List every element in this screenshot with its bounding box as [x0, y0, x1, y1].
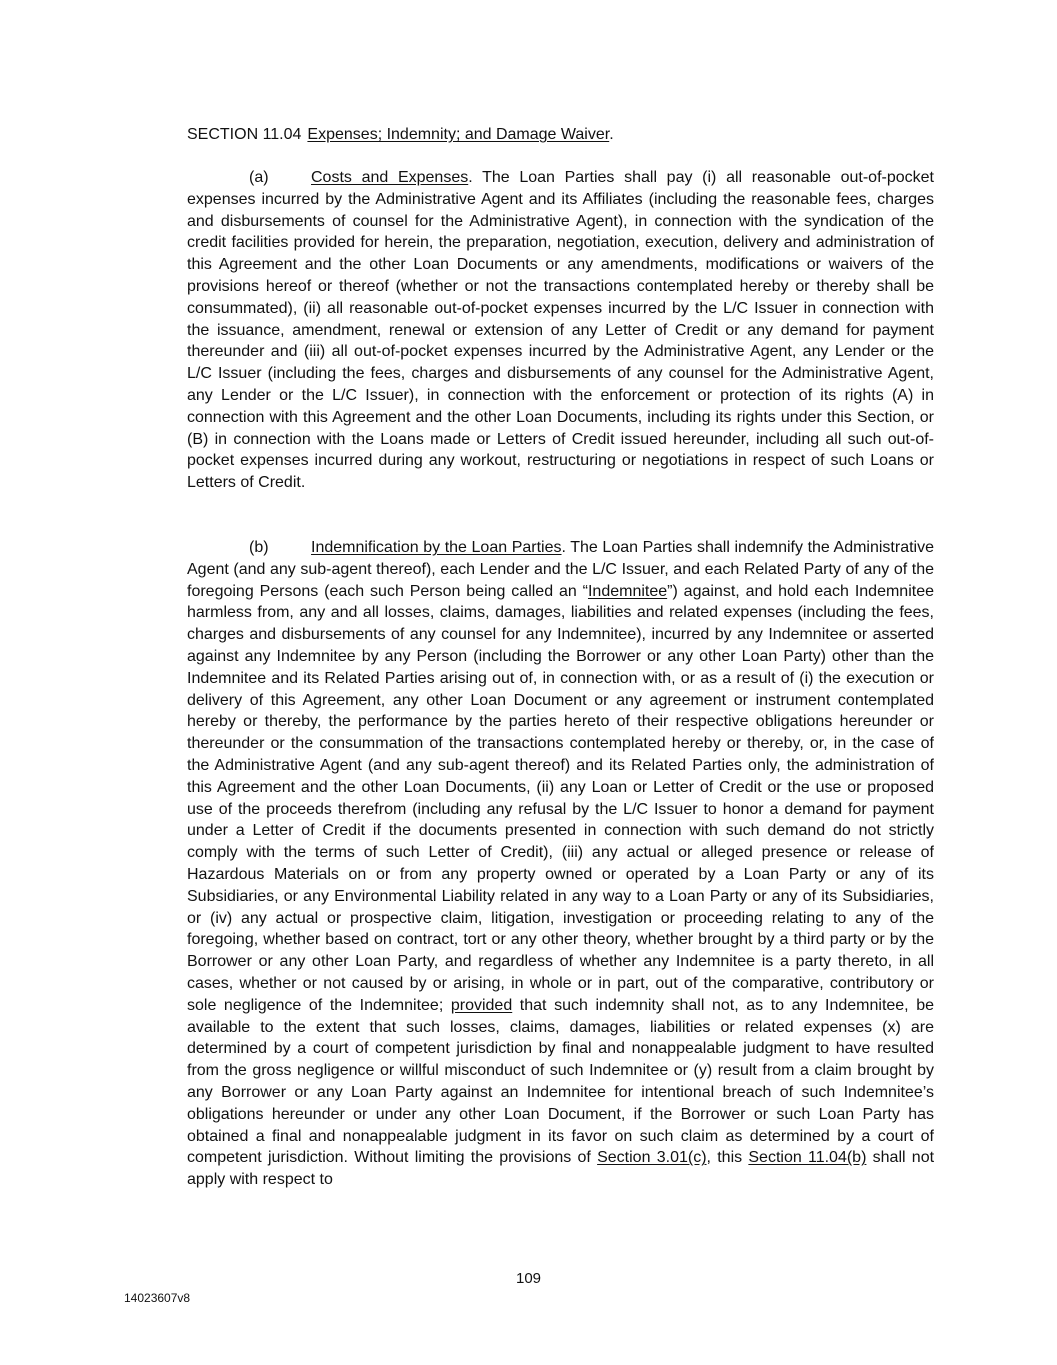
section-title: Expenses; Indemnity; and Damage Waiver	[307, 126, 610, 143]
section-title-period: .	[609, 126, 614, 143]
section-heading	[187, 124, 614, 146]
paragraph-caption: Indemnification by the Loan Parties	[311, 539, 562, 556]
section-reference-3-01-c: Section 3.01(c)	[597, 1149, 707, 1167]
document-id: 14023607v8	[124, 1291, 191, 1305]
paragraph-label: (a)	[249, 169, 269, 186]
proviso-term: provided	[450, 996, 513, 1014]
paragraph-body-part-2: ”) against, and hold each Indemnitee harmless from, any and all losses, claims, damages, liabilities and related expenses (including the fees, charges and disbursements of any counsel for any Indemnitee), incurred by any Indemnitee or asserted against any Indemnitee by any Person (including the Borrower or any other Loan Party) other than the Indemnitee and its Related Parties arising out of, in connection with, or as a result of (i) the execution or delivery of this Agreement, any other Loan Document or any agreement or instrument contemplated hereby or thereby, the performance by the parties hereto of their respective obligations hereunder or thereunder or the consummation of the transactions contemplated hereby or thereby, or, in the case of the Administrative Agent (and any sub-agent thereof) and its Related Parties only, the administration of this Agreement and the other Loan Documents, (ii) any Loan or Letter of Credit or the use or proposed use of the proceeds therefrom (including any refusal by the L/C Issuer to honor a demand for payment under a Letter of Credit if the documents presented in connection with such demand do not strictly comply with the terms of such Letter of Credit), (iii) any actual or alleged presence or release of Hazardous Materials on or from any property owned or operated by a Loan Party or any of its Subsidiaries, or any Environmental Liability related in any way to a Loan Party or any of its Subsidiaries, or (iv) any actual or prospective claim, litigation, investigation or proceeding relating to any of the foregoing, whether based on contract, tort or any other theory, whether brought by a third party or by the Borrower or any other Loan Party, and regardless of whether any Indemnitee is a party thereto, in all cases, whether or not caused by or arising, in whole or in part, out of the comparative, contributory or sole negligence of the Indemnitee;	[187, 582, 934, 1014]
paragraph-body-part-5: shall not apply with respect to	[187, 1149, 935, 1189]
paragraph-caption: Costs and Expenses	[311, 169, 469, 186]
paragraph-costs-and-expenses	[187, 167, 934, 494]
defined-term-indemnitee: Indemnitee	[587, 582, 668, 600]
paragraph-body-part-3: that such indemnity shall not, as to any Indemnitee, be available to the extent that such losses, claims, damages, liabilities or related expenses (x) are determined by a court of competent jurisdiction by final and nonappealable judgment to have resulted from the gross negligence or willful misconduct of such Indemnitee or (y) result from a claim brought by any Borrower or any Loan Party against an Indemnitee for intentional breach of such Indemnitee’s obligations hereunder or under any other Loan Document, if the Borrower or such Loan Party has obtained a final and nonappealable judgment in its favor on such claim as determined by a court of competent jurisdiction. Without limiting the provisions of	[187, 996, 935, 1167]
paragraph-body-part-1: . The Loan Parties shall indemnify the Administrative Agent (and any sub-agent thereof), each Lender and the L/C Issuer, and each Related Party of any of the foregoing Persons (each such Person being called an “	[187, 539, 934, 600]
paragraph-body: . The Loan Parties shall pay (i) all reasonable out-of-pocket expenses incurred by the Administrative Agent and its Affiliates (including the reasonable fees, charges and disbursements of counsel for the Administrative Agent), in connection with the syndication of the credit facilities provided for herein, the preparation, negotiation, execution, delivery and administration of this Agreement and the other Loan Documents or any amendments, modifications or waivers of the provisions hereof or thereof (whether or not the transactions contemplated hereby or thereby shall be consummated), (ii) all reasonable out-of-pocket expenses incurred by the L/C Issuer in connection with the issuance, amendment, renewal or extension of any Letter of Credit or any demand for payment thereunder and (iii) all out-of-pocket expenses incurred by the Administrative Agent, any Lender or the L/C Issuer (including the fees, charges and disbursements of any counsel for the Administrative Agent, any Lender or the L/C Issuer), in connection with the enforcement or protection of its rights (A) in connection with this Agreement and the other Loan Documents, including its rights under this Section, or (B) in connection with the Loans made or Letters of Credit issued hereunder, including all such out-of-pocket expenses incurred during any workout, restructuring or negotiations in respect of such Loans or Letters of Credit.	[187, 169, 934, 492]
paragraph-body-part-4: , this	[706, 1149, 749, 1167]
section-reference-11-04-b: Section 11.04(b)	[748, 1149, 867, 1167]
page-number: 109	[515, 1270, 542, 1287]
section-number: SECTION 11.04	[187, 126, 302, 143]
paragraph-label: (b)	[249, 539, 269, 556]
paragraph-indemnification	[187, 537, 934, 1191]
